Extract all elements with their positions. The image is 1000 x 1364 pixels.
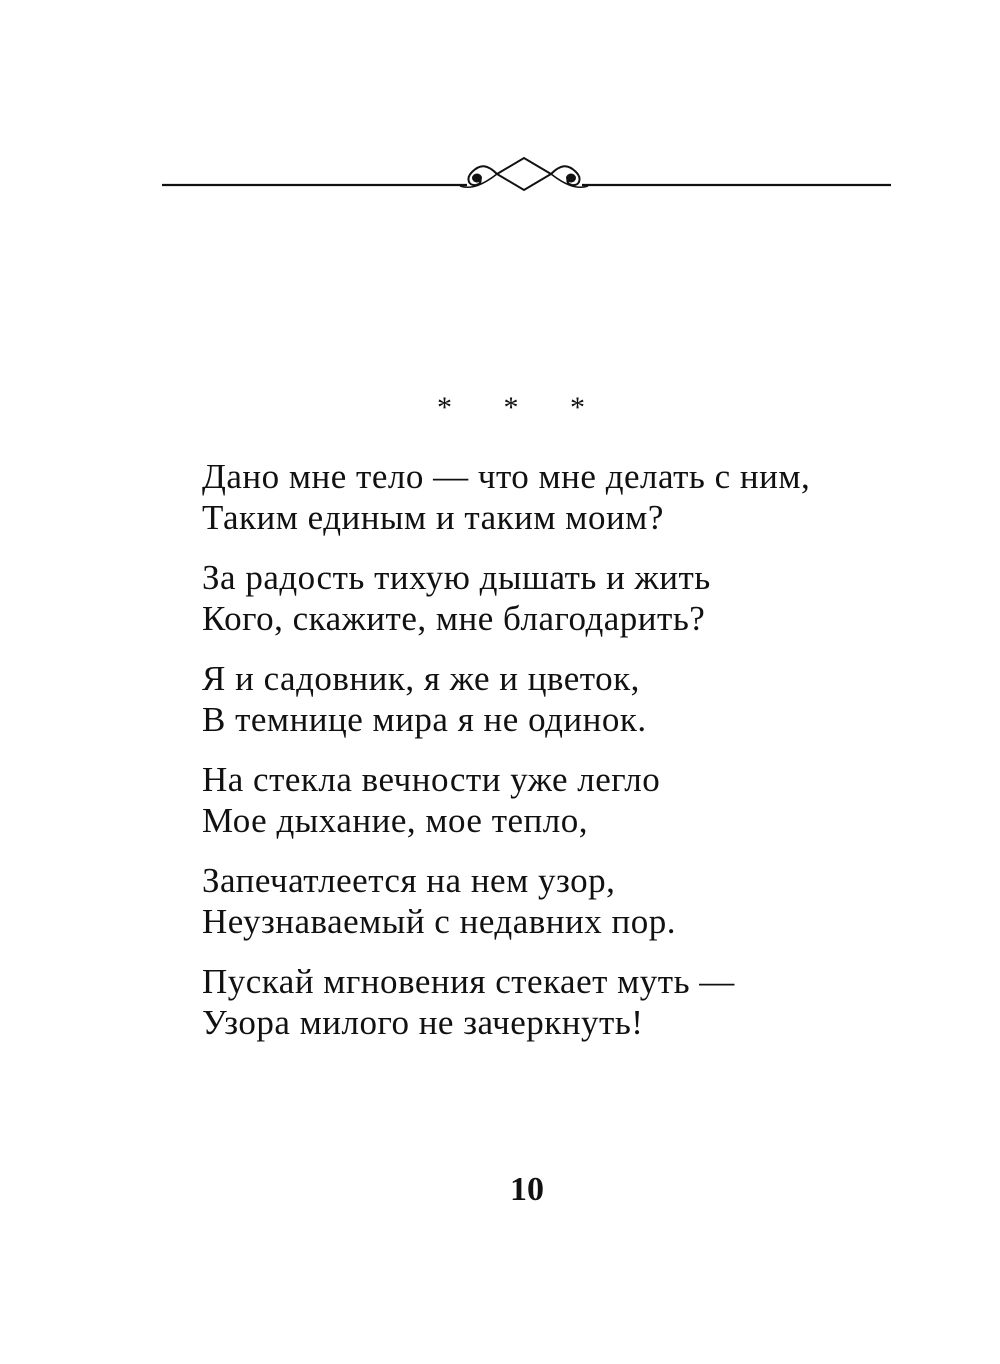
stanza	[202, 658, 922, 740]
poem-line: Дано мне тело — что мне делать с ним,	[202, 457, 811, 496]
stanza	[202, 456, 922, 538]
poem-line: Запечатлеется на нем узор,	[202, 861, 616, 900]
poem-line: На стекла вечности уже легло	[202, 760, 661, 799]
section-separator: * * *	[437, 391, 607, 424]
stanza	[202, 961, 922, 1043]
poem-line: Мое дыхание, мое тепло,	[202, 801, 588, 840]
poem-line: За радость тихую дышать и жить	[202, 558, 711, 597]
stanza	[202, 557, 922, 639]
poem-line: Кого, скажите, мне благодарить?	[202, 599, 706, 638]
poem-line: В темнице мира я не одинок.	[202, 700, 647, 739]
flourish-divider-icon	[162, 150, 891, 198]
stanza	[202, 759, 922, 841]
poem-line: Пускай мгновения стекает муть —	[202, 962, 735, 1001]
poem-line: Узора милого не зачеркнуть!	[202, 1003, 644, 1042]
page-number: 10	[510, 1171, 544, 1208]
poem-line: Таким единым и таким моим?	[202, 498, 664, 537]
poem-body	[202, 456, 922, 1062]
stanza	[202, 860, 922, 942]
poem-line: Неузнаваемый с недавних пор.	[202, 902, 676, 941]
poem-line: Я и садовник, я же и цветок,	[202, 659, 640, 698]
